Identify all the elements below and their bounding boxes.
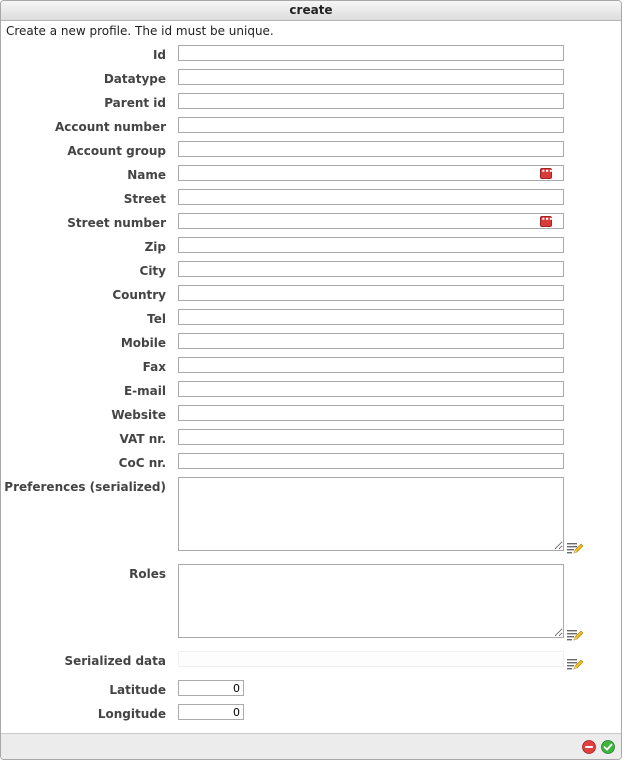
roles-textarea[interactable] (178, 564, 564, 638)
field-row-account-group (1, 141, 621, 161)
field-row-zip (1, 237, 621, 257)
email-label: E-mail (123, 384, 166, 398)
vat-nr-input[interactable] (178, 429, 564, 445)
field-row-preferences (1, 477, 621, 557)
account-number-label: Account number (55, 120, 166, 134)
ellipsis-picker-icon[interactable]: ••• (540, 216, 552, 227)
vat-nr-label: VAT nr. (119, 432, 166, 446)
city-input[interactable] (178, 261, 564, 277)
account-group-input[interactable] (178, 141, 564, 157)
cancel-icon[interactable] (582, 740, 596, 754)
edit-pencil-icon[interactable] (566, 657, 583, 671)
field-row-vat-nr (1, 429, 621, 449)
field-row-name (1, 165, 621, 185)
field-row-roles (1, 564, 621, 644)
field-row-account-number (1, 117, 621, 137)
street-number-input[interactable] (178, 213, 564, 229)
name-label: Name (127, 168, 166, 182)
serialized-data-value (178, 651, 564, 667)
field-row-email (1, 381, 621, 401)
country-input[interactable] (178, 285, 564, 301)
field-row-id (1, 45, 621, 65)
latitude-input[interactable] (178, 680, 244, 696)
city-label: City (139, 264, 166, 278)
dialog-title: create (1, 1, 621, 21)
field-row-street-number (1, 213, 621, 233)
field-row-longitude (1, 704, 621, 724)
preferences-textarea[interactable] (178, 477, 564, 551)
datatype-label: Datatype (103, 72, 166, 86)
coc-nr-input[interactable] (178, 453, 564, 469)
fax-input[interactable] (178, 357, 564, 373)
coc-nr-label: CoC nr. (118, 456, 166, 470)
street-number-label: Street number (67, 216, 166, 230)
name-input[interactable] (178, 165, 564, 181)
account-group-label: Account group (67, 144, 166, 158)
longitude-input[interactable] (178, 704, 244, 720)
field-row-datatype (1, 69, 621, 89)
longitude-label: Longitude (97, 707, 166, 721)
field-row-tel (1, 309, 621, 329)
field-row-fax (1, 357, 621, 377)
field-row-city (1, 261, 621, 281)
field-row-parent-id (1, 93, 621, 113)
website-input[interactable] (178, 405, 564, 421)
field-row-country (1, 285, 621, 305)
dialog-intro-text: Create a new profile. The id must be unique. (6, 24, 274, 38)
field-row-coc-nr (1, 453, 621, 473)
edit-pencil-icon[interactable] (566, 628, 583, 642)
country-label: Country (112, 288, 166, 302)
field-row-mobile (1, 333, 621, 353)
field-row-latitude (1, 680, 621, 700)
account-number-input[interactable] (178, 117, 564, 133)
zip-label: Zip (144, 240, 166, 254)
field-row-street (1, 189, 621, 209)
street-input[interactable] (178, 189, 564, 205)
field-row-serialized-data (1, 651, 621, 671)
mobile-label: Mobile (120, 336, 166, 350)
preferences-label: Preferences (serialized) (4, 480, 166, 494)
tel-label: Tel (147, 312, 166, 326)
tel-input[interactable] (178, 309, 564, 325)
fax-label: Fax (142, 360, 166, 374)
email-input[interactable] (178, 381, 564, 397)
parent-id-label: Parent id (104, 96, 166, 110)
mobile-input[interactable] (178, 333, 564, 349)
confirm-icon[interactable] (601, 740, 615, 754)
datatype-input[interactable] (178, 69, 564, 85)
id-label: Id (152, 48, 166, 62)
edit-pencil-icon[interactable] (566, 541, 583, 555)
field-row-website (1, 405, 621, 425)
website-label: Website (111, 408, 166, 422)
parent-id-input[interactable] (178, 93, 564, 109)
serialized-data-label: Serialized data (64, 654, 166, 668)
latitude-label: Latitude (109, 683, 166, 697)
ellipsis-picker-icon[interactable]: ••• (540, 168, 552, 179)
street-label: Street (123, 192, 166, 206)
dialog-footer (1, 733, 621, 759)
zip-input[interactable] (178, 237, 564, 253)
id-input[interactable] (178, 45, 564, 61)
roles-label: Roles (129, 567, 166, 581)
